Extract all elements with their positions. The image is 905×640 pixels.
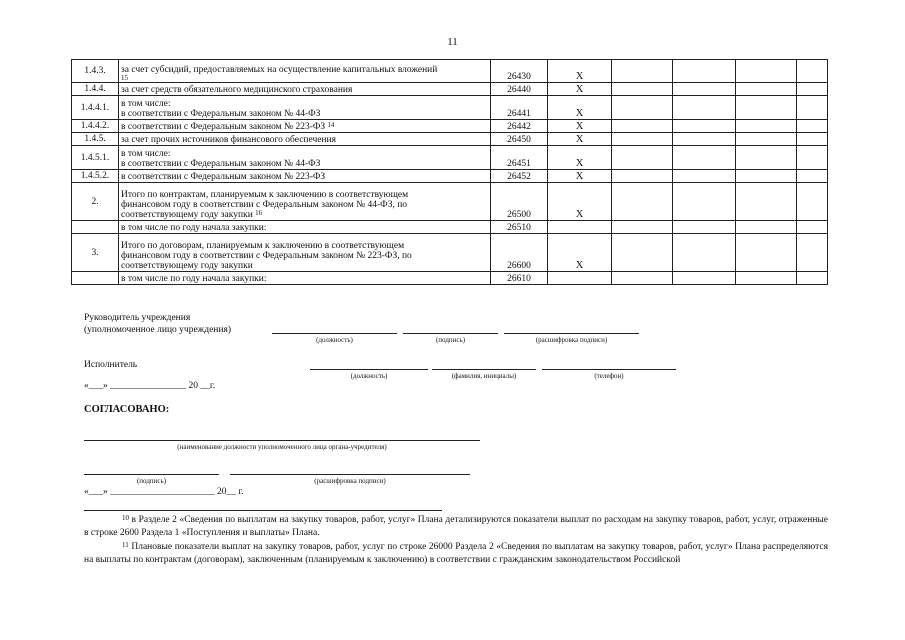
value-cell — [612, 221, 673, 234]
row-x-mark: X — [548, 234, 612, 272]
description-text: финансовом году в соответствии с Федеральным законом № 44-ФЗ, по — [121, 200, 408, 210]
value-cell — [673, 146, 736, 170]
value-cell — [673, 183, 736, 221]
row-x-mark: X — [548, 183, 612, 221]
value-cell — [673, 120, 736, 133]
description-line — [121, 261, 489, 271]
description-line — [121, 274, 489, 284]
row-x-mark: X — [548, 146, 612, 170]
value-cell — [797, 146, 828, 170]
row-number: 1.4.4.2. — [72, 120, 119, 133]
table-row — [72, 133, 828, 146]
value-cell — [797, 120, 828, 133]
value-cell — [612, 133, 673, 146]
row-code: 26450 — [491, 133, 548, 146]
table-row — [72, 234, 828, 272]
row-number: 1.4.5. — [72, 133, 119, 146]
footnote-11 — [84, 541, 828, 567]
caption-position: (должность) — [316, 336, 353, 344]
footnote-ref: 15 — [121, 74, 128, 82]
decoding-line-2 — [230, 474, 470, 475]
footnote-separator — [84, 510, 442, 511]
description-text: в соответствии с Федеральным законом № 223-ФЗ — [121, 122, 326, 132]
footnote-ref: 16 — [255, 209, 263, 217]
row-description — [119, 170, 491, 183]
table-row — [72, 120, 828, 133]
value-cell — [673, 234, 736, 272]
row-x-mark: X — [548, 96, 612, 120]
description-line — [121, 172, 489, 182]
executor-position-line — [310, 369, 428, 370]
description-line — [121, 85, 489, 95]
row-number: 1.4.4.1. — [72, 96, 119, 120]
row-x-mark — [548, 272, 612, 285]
description-line — [121, 251, 489, 261]
caption-phone: (телефон) — [594, 372, 624, 380]
description-line — [121, 149, 489, 159]
description-line — [121, 200, 489, 210]
value-cell — [797, 272, 828, 285]
description-line — [121, 241, 489, 251]
caption-signature: (подпись) — [435, 336, 466, 344]
value-cell — [612, 234, 673, 272]
row-x-mark: X — [548, 133, 612, 146]
value-cell — [673, 272, 736, 285]
value-cell — [736, 221, 797, 234]
value-cell — [736, 60, 797, 83]
value-cell — [736, 234, 797, 272]
value-cell — [797, 133, 828, 146]
head-label-sub: (уполномоченное лицо учреждения) — [84, 325, 231, 335]
table-row — [72, 146, 828, 170]
date-line-2: «___» ______________________ 20__ г. — [84, 487, 244, 497]
value-cell — [736, 146, 797, 170]
description-text: в том числе: — [121, 149, 171, 159]
description-text: в соответствии с Федеральным законом № 44-ФЗ — [121, 159, 321, 169]
row-description — [119, 146, 491, 170]
footnote-11-text: Плановые показатели выплат на закупку товаров, работ, услуг по строке 26000 Раздела 2 «Сведения по выплатам на закупку товаров, работ, услуг» Плана распределяются на выплаты по контрактам (договорам), заключенным (планируемым к заключению) в соответствии с гражданским законодательством Российской — [84, 542, 829, 565]
description-text: в соответствии с Федеральным законом № 44-ФЗ — [121, 109, 321, 119]
value-cell — [612, 272, 673, 285]
row-code: 26440 — [491, 83, 548, 96]
table-row — [72, 221, 828, 234]
caption-official: (наименование должности уполномоченного лица органа-учредителя) — [177, 443, 387, 451]
row-code: 26600 — [491, 234, 548, 272]
decoding-line — [504, 333, 639, 334]
description-text: финансовом году в соответствии с Федеральным законом № 223-ФЗ, по — [121, 251, 412, 261]
table-row — [72, 272, 828, 285]
table-row — [72, 60, 828, 83]
plan-table — [71, 59, 828, 285]
row-code: 26500 — [491, 183, 548, 221]
description-line — [121, 65, 489, 75]
value-cell — [736, 170, 797, 183]
value-cell — [612, 183, 673, 221]
description-text: соответствующему году закупки — [121, 261, 253, 271]
row-description — [119, 272, 491, 285]
value-cell — [612, 60, 673, 83]
approved-heading: СОГЛАСОВАНО: — [84, 404, 170, 415]
row-number — [72, 221, 119, 234]
footnote-10-mark: 10 — [122, 514, 129, 522]
row-description — [119, 234, 491, 272]
row-description — [119, 96, 491, 120]
row-code: 26452 — [491, 170, 548, 183]
value-cell — [673, 133, 736, 146]
description-line — [121, 210, 489, 220]
row-code: 26610 — [491, 272, 548, 285]
value-cell — [673, 170, 736, 183]
value-cell — [797, 83, 828, 96]
executor-phone-line — [542, 369, 676, 370]
footnote-ref: 14 — [327, 121, 335, 129]
value-cell — [797, 60, 828, 83]
position-line — [272, 333, 397, 334]
row-number — [72, 272, 119, 285]
description-text: в соответствии с Федеральным законом № 223-ФЗ — [121, 172, 326, 182]
executor-label: Исполнитель — [84, 360, 138, 370]
row-code: 26430 — [491, 60, 548, 83]
row-x-mark: X — [548, 60, 612, 83]
description-text: соответствующему году закупки — [121, 210, 253, 220]
value-cell — [736, 96, 797, 120]
row-code: 26510 — [491, 221, 548, 234]
page-number: 11 — [447, 36, 458, 48]
row-code: 26442 — [491, 120, 548, 133]
footnote-11-mark: 11 — [122, 541, 129, 549]
date-line-1: «___» ________________ 20 __г. — [84, 381, 216, 391]
caption-decoding: (расшифровка подписи) — [535, 336, 608, 344]
table-row — [72, 183, 828, 221]
value-cell — [736, 133, 797, 146]
signature-line-2 — [84, 474, 219, 475]
description-text: за счет средств обязательного медицинского страхования — [121, 85, 353, 95]
table-row — [72, 83, 828, 96]
description-line — [121, 190, 489, 200]
description-line — [121, 223, 489, 233]
value-cell — [612, 96, 673, 120]
description-line — [121, 135, 489, 145]
head-label: Руководитель учреждения — [84, 313, 191, 323]
table-row — [72, 96, 828, 120]
description-text: в том числе по году начала закупки: — [121, 223, 267, 233]
footnote-10-text: в Разделе 2 «Сведения по выплатам на закупку товаров, работ, услуг» Плана детализируются показатели выплат по расходам на закупку товаров, работ, услуг, отраженные в строке 2600 Раздела 1 «Поступления и выплаты» Плана. — [84, 515, 829, 538]
footnote-ref-line — [121, 75, 489, 82]
executor-name-line — [432, 369, 536, 370]
value-cell — [673, 96, 736, 120]
description-text: Итого по контрактам, планируемым к заключению в соответствующем — [121, 190, 409, 200]
value-cell — [797, 170, 828, 183]
row-description — [119, 120, 491, 133]
value-cell — [612, 83, 673, 96]
row-x-mark: X — [548, 120, 612, 133]
description-text: в том числе по году начала закупки: — [121, 274, 267, 284]
value-cell — [797, 96, 828, 120]
value-cell — [673, 83, 736, 96]
description-text: за счет прочих источников финансового обеспечения — [121, 135, 337, 145]
row-number: 1.4.5.1. — [72, 146, 119, 170]
row-description — [119, 60, 491, 83]
value-cell — [612, 146, 673, 170]
row-code: 26451 — [491, 146, 548, 170]
official-line — [84, 440, 480, 441]
row-number: 1.4.5.2. — [72, 170, 119, 183]
value-cell — [736, 120, 797, 133]
value-cell — [797, 221, 828, 234]
description-line — [121, 122, 489, 132]
row-number: 1.4.4. — [72, 83, 119, 96]
row-number: 2. — [72, 183, 119, 221]
row-description — [119, 133, 491, 146]
caption-position-2: (должность) — [350, 372, 388, 380]
value-cell — [673, 221, 736, 234]
value-cell — [797, 183, 828, 221]
row-number: 1.4.3. — [72, 60, 119, 83]
value-cell — [612, 170, 673, 183]
description-line — [121, 159, 489, 169]
caption-name: (фамилия, инициалы) — [451, 372, 517, 380]
description-text: за счет субсидий, предоставляемых на осуществление капитальных вложений — [121, 65, 438, 75]
row-description — [119, 183, 491, 221]
caption-signature-2: (подпись) — [136, 477, 167, 485]
value-cell — [736, 83, 797, 96]
value-cell — [736, 183, 797, 221]
description-text: в том числе: — [121, 99, 171, 109]
description-text: Итого по договорам, планируемым к заключению в соответствующем — [121, 241, 405, 251]
caption-decoding-2: (расшифровка подписи) — [314, 477, 386, 485]
value-cell — [612, 120, 673, 133]
row-x-mark — [548, 221, 612, 234]
value-cell — [673, 60, 736, 83]
row-description — [119, 83, 491, 96]
table-row — [72, 170, 828, 183]
row-code: 26441 — [491, 96, 548, 120]
value-cell — [736, 272, 797, 285]
footnote-10 — [84, 514, 828, 540]
row-number: 3. — [72, 234, 119, 272]
description-line — [121, 109, 489, 119]
description-line — [121, 99, 489, 109]
row-x-mark: X — [548, 83, 612, 96]
signature-line — [403, 333, 498, 334]
row-description — [119, 221, 491, 234]
row-x-mark: X — [548, 170, 612, 183]
value-cell — [797, 234, 828, 272]
